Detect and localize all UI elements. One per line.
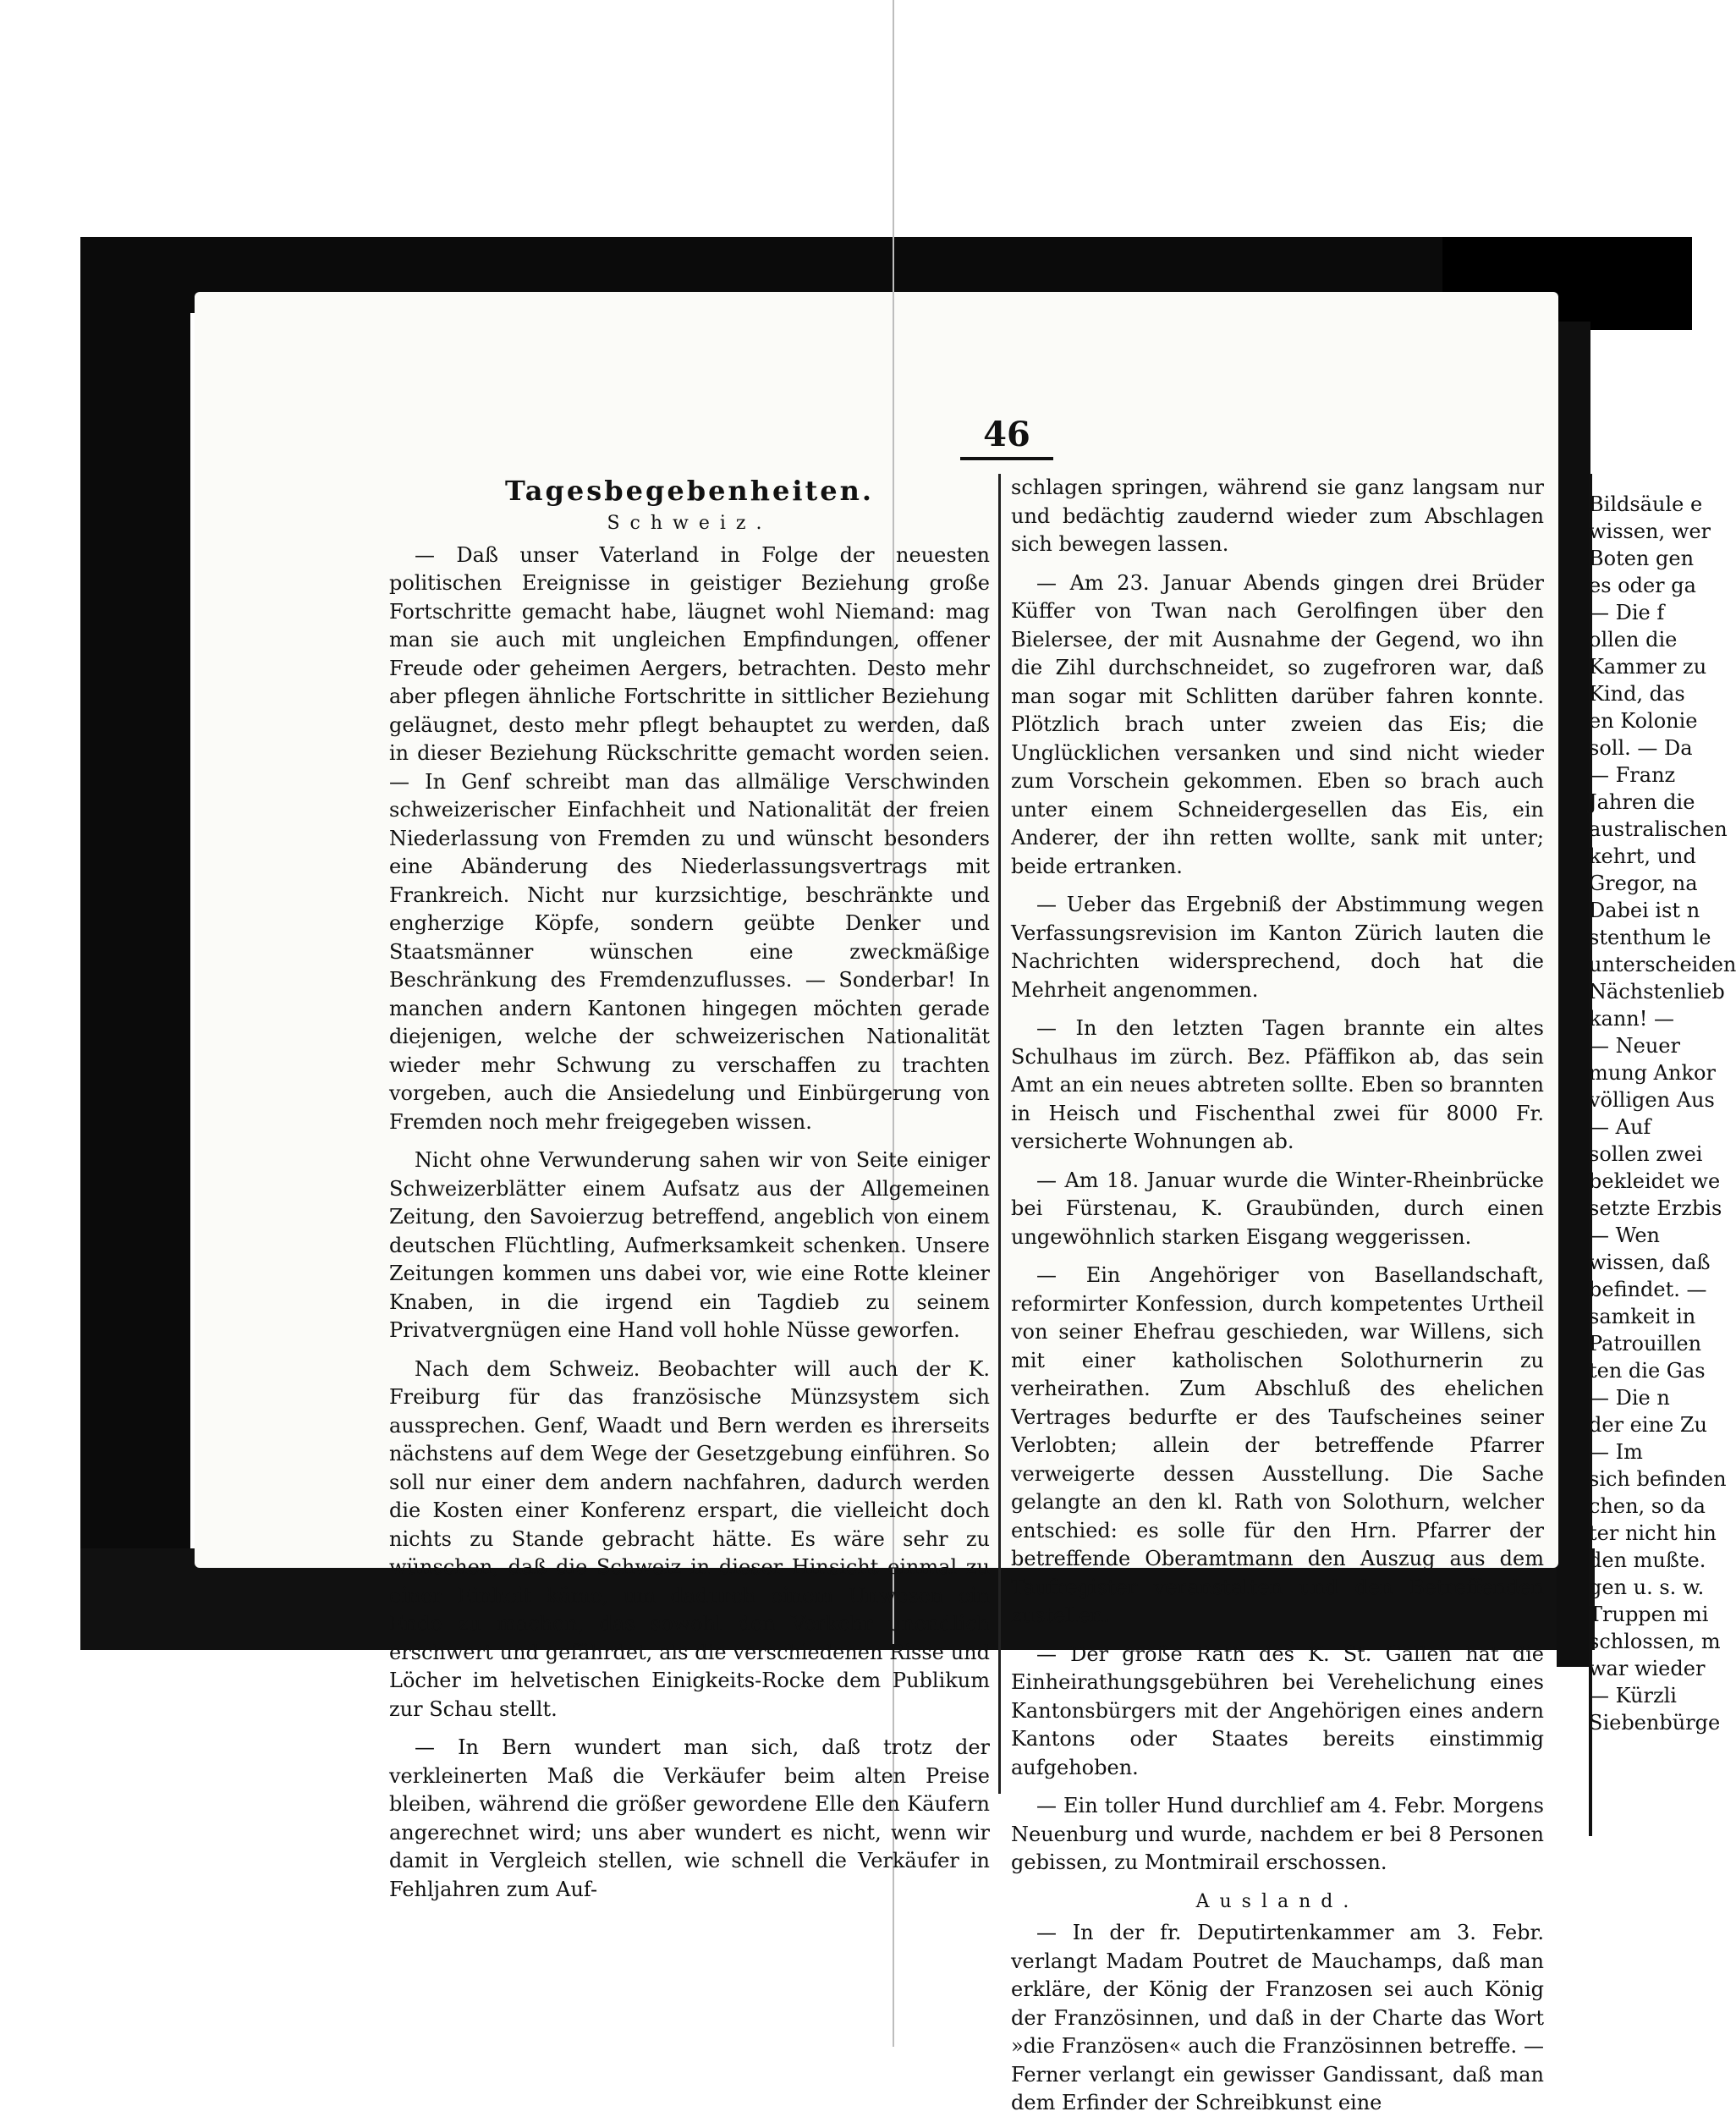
next-page-line: en Kolonie [1589,709,1698,733]
next-page-line: soll. — Da [1589,736,1693,760]
next-page-line: chen, so da [1589,1494,1706,1518]
article-paragraph: — Am 18. Januar wurde die Winter-Rheinbrücke bei Fürstenau, K. Graubünden, durch einen ungewöhnlich starken Eisgang weggerissen. [1011,1168,1544,1249]
next-page-line: befindet. — [1589,1278,1707,1301]
next-page-line: stenthum le [1589,926,1711,949]
next-page-line: Nächstenlieb [1589,980,1725,1004]
next-page-line: Kind, das [1589,682,1685,706]
next-page-fragment [1589,491,1736,1845]
next-page-line: setzte Erzbis [1589,1196,1722,1220]
next-page-line: — Auf [1589,1115,1651,1139]
article-paragraph: Nach dem Schweiz. Beobachter will auch der K. Freiburg für das französische Münzsystem sich aussprechen. Genf, Waadt und Bern werden es ihrerseits nächstens auf dem Wege der Gesetzgebung einführen. So soll nur einer dem andern nachfahren, dadurch werden die Kosten einer Konferenz erspart, die vielleicht doch nichts zu Stande gebracht hätte. Es wäre sehr zu wünschen, daß die Schweiz in dieser Hinsicht einmal zu einer Einheit käme, um dadurch einem Unwesen ein Ende zu machen, das sowohl den Verkehr unendlich erschwert und gefährdet, als die verschiedenen Risse und Löcher im helvetischen Einigkeits-Rocke dem Publikum zur Schau stellt. [389,1356,990,1721]
scan-border-left [80,237,190,1625]
next-page-line: mung Ankor [1589,1061,1716,1085]
next-page-line: es oder ga [1589,574,1696,597]
next-page-line: — Die f [1589,601,1665,624]
next-page-line: sollen zwei [1589,1142,1703,1166]
article-paragraph: — Daß unser Vaterland in Folge der neuesten politischen Ereignisse in geistiger Beziehung große Fortschritte gemacht habe, läugnet wohl Niemand: mag man sie auch mit ungleichen Empfindungen, offener Freude oder geheimen Aergers, betrachten. Desto mehr aber pflegen ähnliche Fortschritte in sittlicher Beziehung geläugnet, desto mehr pflegt behauptet zu werden, daß in dieser Beziehung Rückschritte gemacht worden seien. — In Genf schreibt man das allmälige Verschwinden schweizerischer Einfachheit und Nationalität der freien Niederlassung von Fremden zu und wünscht besonders eine Abänderung des Niederlassungsvertrags mit Frankreich. Nicht nur kurzsichtige, beschränkte und engherzige Köpfe, sondern geübte Denker und Staatsmänner wünschen eine zweckmäßige Beschränkung des Fremdenzuflusses. — Sonderbar! In manchen andern Kantonen hingegen möchten gerade diejenigen, welche der schweizerischen Nationalität wieder mehr Schwung zu verschaffen zu trachten vorgeben, auch die Ansiedelung und Einbürgerung von Fremden noch mehr freigegeben wissen. [389,542,990,1134]
next-page-line: Dabei ist n [1589,899,1700,922]
section-heading-schweiz: Schweiz. [607,513,772,534]
next-page-line: — Franz [1589,763,1676,787]
next-page-line: — Die n [1589,1386,1670,1410]
next-page-line: australischen [1589,817,1728,841]
next-page-line: völligen Aus [1589,1088,1715,1112]
article-paragraph: — Der große Rath des K. St. Gallen hat die Einheirathungsgebühren bei Verehelichung eines Kantonsbürgers mit der Angehörigen eines andern Kantons oder Staates bereits einstimmig aufgehoben. [1011,1641,1544,1779]
next-page-line: — Neuer [1589,1034,1680,1058]
next-page-line: den mußte. [1589,1548,1706,1572]
next-page-line: ollen die [1589,628,1678,652]
next-page-line: — Kürzli [1589,1684,1677,1707]
next-page-line: sich befinden [1589,1467,1727,1491]
next-page-line: kehrt, und [1589,844,1696,868]
next-page-line: Boten gen [1589,547,1695,570]
next-page-line: war wieder [1589,1657,1706,1680]
next-page-line: Patrouillen [1589,1332,1702,1355]
book-gutter-right [1557,322,1590,1667]
next-page-line: — Im [1589,1440,1643,1464]
section-title: Tagesbegebenheiten. [504,475,875,507]
page-number: 46 [983,415,1030,454]
left-column [389,474,990,1914]
article-paragraph: — Ein Angehöriger von Basellandschaft, reformirter Konfession, durch kompetentes Urtheil von seiner Ehefrau geschieden, war Willens, sich mit einer katholischen Solothurnerin zu verheirathen. Zum Abschluß des ehelichen Vertrages bedurfte er des Taufscheines seiner Verlobten; allein der betreffende Pfarrer verweigerte dessen Ausstellung. Die Sache gelangte an den kl. Rath von Solothurn, welcher entschied: es solle für den Hrn. Pfarrer der betreffende Oberamtmann den Auszug aus dem Taufregister veranstalten und den Betreffenden zustellen. [1011,1263,1544,1627]
next-page-line: wissen, wer [1589,520,1711,543]
article-paragraph: — In den letzten Tagen brannte ein altes Schulhaus im zürch. Bez. Pfäffikon ab, das sein Amt an ein neues abtreten sollte. Eben so brannten in Heisch und Fischenthal zwei für 8000 Fr. versicherte Wohnungen ab. [1011,1016,1544,1153]
next-page-line: Bildsäule e [1589,492,1703,516]
article-paragraph: — Ueber das Ergebniß der Abstimmung wegen Verfassungsrevision im Kanton Zürich lauten die Nachrichten widersprechend, doch hat die Mehrheit angenommen. [1011,893,1544,1002]
article-paragraph: — Am 23. Januar Abends gingen drei Brüder Küffer von Twan nach Gerolfingen über den Bielersee, der mit Ausnahme der Gegend, wo ihn die Zihl durchschneidet, so zugefroren war, daß man sogar mit Schlitten darüber fahren konnte. Plötzlich brach unter zweien das Eis; die Unglücklichen versanken und sind nicht wieder zum Vorschein gekommen. Eben so brach auch unter einem Schneidergesellen das Eis, ein Anderer, der ihn retten wollte, sank mit unter; beide ertranken. [1011,570,1544,878]
right-column [1011,474,1544,2128]
next-page-line: der eine Zu [1589,1413,1707,1437]
next-page-line: Kammer zu [1589,655,1707,679]
next-page-line: bekleidet we [1589,1169,1721,1193]
column-divider [998,474,1001,1794]
next-page-line: Jahren die [1589,790,1695,814]
article-paragraph: Nicht ohne Verwunderung sahen wir von Seite einiger Schweizerblätter einem Aufsatz aus der Allgemeinen Zeitung, den Savoierzug betreffend, angeblich von einem deutschen Flüchtling, Aufmerksamkeit schenken. Unsere Zeitungen kommen uns dabei vor, wie eine Rotte kleiner Knaben, in die irgend ein Tagdieb zu seinem Privatvergnügen eine Hand voll hohle Nüsse geworfen. [389,1148,990,1342]
next-page-line: unterscheiden [1589,953,1736,976]
next-page-line: ter nicht hin [1589,1521,1717,1545]
next-page-line: Gregor, na [1589,872,1698,895]
article-paragraph: — Ein toller Hund durchlief am 4. Febr. Morgens Neuenburg und wurde, nachdem er bei 8 Personen gebissen, zu Montmirail erschossen. [1011,1794,1544,1874]
next-page-line: ten die Gas [1589,1359,1706,1383]
next-page-line: kann! — [1589,1007,1675,1031]
next-page-line: samkeit in [1589,1305,1696,1328]
next-page-line: — Wen [1589,1223,1660,1247]
next-page-line: wissen, daß [1589,1251,1711,1274]
section-heading-ausland: Ausland. [1195,1890,1360,1912]
article-paragraph: schlagen springen, während sie ganz langsam nur und bedächtig zaudernd wieder zum Abschlagen sich bewegen lassen. [1011,476,1544,556]
article-paragraph: — In Bern wundert man sich, daß trotz der verkleinerten Maß die Verkäufer beim alten Preise bleiben, während die größer gewordene Elle den Käufern angerechnet wird; uns aber wundert es nicht, wenn wir damit in Vergleich stellen, wie schnell die Verkäufer in Fehljahren zum Auf- [389,1735,990,1901]
next-page-line: Siebenbürge [1589,1711,1721,1735]
page-number-rule [960,457,1053,460]
next-page-line: schlossen, m [1589,1630,1721,1653]
article-paragraph: — In der fr. Deputirtenkammer am 3. Febr. verlangt Madam Poutret de Mauchamps, daß man erkläre, der König der Franzosen sei auch König der Französinnen, und daß in der Charte das Wort »die Französen« auch die Französinnen betreffe. — Ferner verlangt ein gewisser Gandissant, daß man dem Erfinder der Schreibkunst eine [1011,1921,1544,2114]
next-page-line: gen u. s. w. [1589,1575,1705,1599]
next-page-line: Truppen mi [1589,1603,1709,1626]
